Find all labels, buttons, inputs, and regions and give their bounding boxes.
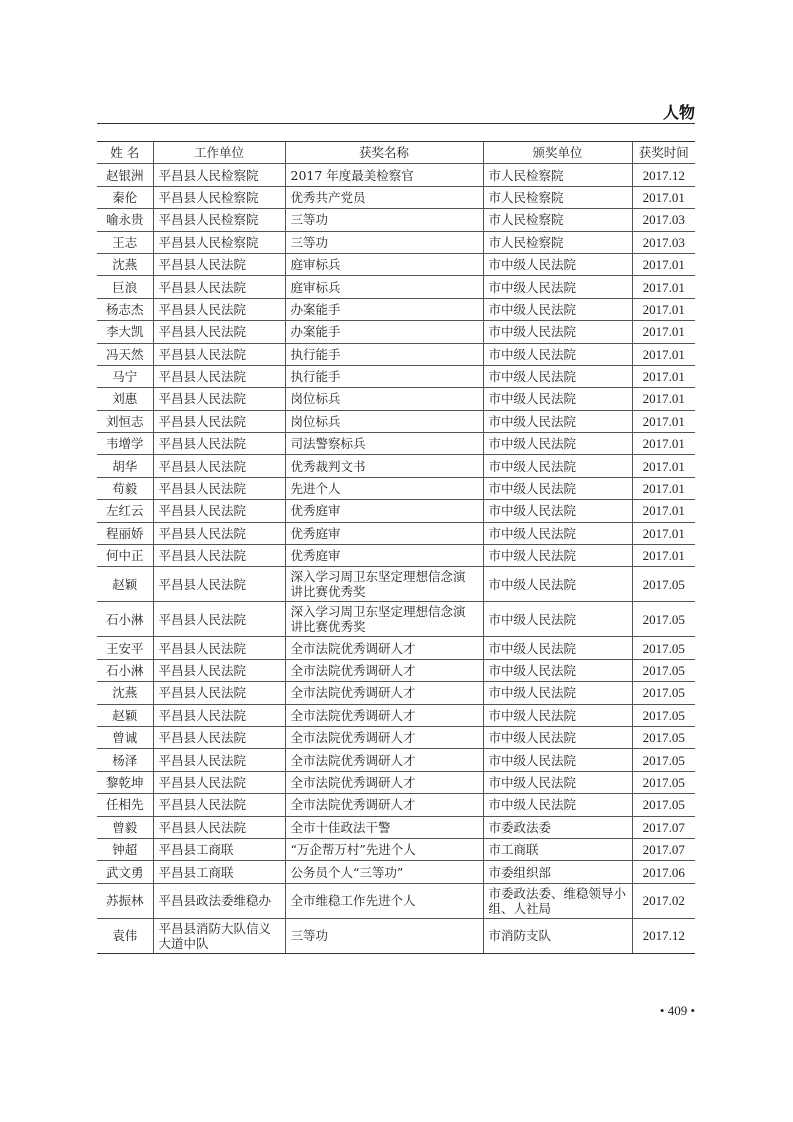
cell-award: 深入学习周卫东坚定理想信念演讲比赛优秀奖 (285, 602, 483, 637)
cell-award: 全市法院优秀调研人才 (285, 771, 483, 793)
cell-workplace: 平昌县人民法院 (153, 477, 285, 499)
cell-workplace: 平昌县人民法院 (153, 343, 285, 365)
cell-award: 优秀共产党员 (285, 186, 483, 208)
table-row (97, 749, 695, 771)
cell-issuer: 市中级人民法院 (483, 794, 632, 816)
table-row (97, 500, 695, 522)
table-row (97, 410, 695, 432)
cell-workplace: 平昌县人民法院 (153, 321, 285, 343)
table-row (97, 567, 695, 602)
cell-name: 马宁 (97, 365, 153, 387)
cell-issuer: 市中级人民法院 (483, 637, 632, 659)
cell-name: 杨志杰 (97, 298, 153, 320)
cell-workplace: 平昌县消防大队信义大道中队 (153, 918, 285, 953)
cell-workplace: 平昌县人民法院 (153, 749, 285, 771)
cell-name: 杨泽 (97, 749, 153, 771)
table-row (97, 388, 695, 410)
cell-workplace: 平昌县人民法院 (153, 816, 285, 838)
cell-time: 2017.05 (632, 749, 695, 771)
cell-issuer: 市委政法委 (483, 816, 632, 838)
table-row (97, 726, 695, 748)
cell-time: 2017.01 (632, 410, 695, 432)
cell-issuer: 市工商联 (483, 838, 632, 860)
cell-award: 办案能手 (285, 321, 483, 343)
header-workplace: 工作单位 (153, 142, 285, 164)
cell-name: 曾诚 (97, 726, 153, 748)
cell-award: 全市法院优秀调研人才 (285, 749, 483, 771)
cell-issuer: 市中级人民法院 (483, 602, 632, 637)
cell-time: 2017.12 (632, 164, 695, 186)
cell-workplace: 平昌县人民检察院 (153, 186, 285, 208)
table-row (97, 365, 695, 387)
table-row (97, 276, 695, 298)
section-title: 人物 (662, 103, 695, 122)
cell-name: 赵银洲 (97, 164, 153, 186)
table-row (97, 321, 695, 343)
cell-name: 石小淋 (97, 659, 153, 681)
cell-workplace: 平昌县人民法院 (153, 500, 285, 522)
cell-name: 曾毅 (97, 816, 153, 838)
cell-time: 2017.06 (632, 861, 695, 883)
cell-time: 2017.05 (632, 794, 695, 816)
cell-workplace: 平昌县人民法院 (153, 298, 285, 320)
cell-workplace: 平昌县人民法院 (153, 455, 285, 477)
table-row (97, 298, 695, 320)
table-row (97, 883, 695, 918)
cell-issuer: 市人民检察院 (483, 231, 632, 253)
cell-issuer: 市中级人民法院 (483, 477, 632, 499)
cell-time: 2017.12 (632, 918, 695, 953)
table-header-row (97, 142, 695, 164)
cell-time: 2017.03 (632, 231, 695, 253)
cell-name: 赵颖 (97, 567, 153, 602)
cell-name: 李大凯 (97, 321, 153, 343)
cell-name: 胡华 (97, 455, 153, 477)
cell-name: 王志 (97, 231, 153, 253)
cell-name: 石小淋 (97, 602, 153, 637)
cell-workplace: 平昌县人民检察院 (153, 209, 285, 231)
cell-workplace: 平昌县人民法院 (153, 522, 285, 544)
cell-workplace: 平昌县人民法院 (153, 794, 285, 816)
table-row (97, 343, 695, 365)
table-row (97, 682, 695, 704)
cell-workplace: 平昌县政法委维稳办 (153, 883, 285, 918)
cell-time: 2017.05 (632, 567, 695, 602)
table-row (97, 209, 695, 231)
table-row (97, 794, 695, 816)
cell-award: 庭审标兵 (285, 276, 483, 298)
table-row (97, 918, 695, 953)
cell-time: 2017.01 (632, 365, 695, 387)
header-time: 获奖时间 (632, 142, 695, 164)
cell-award: 全市法院优秀调研人才 (285, 659, 483, 681)
header-name: 姓 名 (97, 142, 153, 164)
header-award: 获奖名称 (285, 142, 483, 164)
cell-time: 2017.05 (632, 726, 695, 748)
page-number: • 409 • (659, 1003, 695, 1018)
cell-issuer: 市人民检察院 (483, 186, 632, 208)
cell-issuer: 市中级人民法院 (483, 365, 632, 387)
table-row (97, 164, 695, 186)
cell-time: 2017.07 (632, 838, 695, 860)
cell-award: 执行能手 (285, 365, 483, 387)
cell-workplace: 平昌县人民法院 (153, 365, 285, 387)
cell-issuer: 市中级人民法院 (483, 253, 632, 275)
cell-time: 2017.01 (632, 186, 695, 208)
table-row (97, 838, 695, 860)
cell-time: 2017.05 (632, 704, 695, 726)
cell-issuer: 市中级人民法院 (483, 682, 632, 704)
cell-workplace: 平昌县人民检察院 (153, 231, 285, 253)
cell-issuer: 市中级人民法院 (483, 276, 632, 298)
cell-name: 巨浪 (97, 276, 153, 298)
cell-award: 三等功 (285, 231, 483, 253)
cell-workplace: 平昌县人民法院 (153, 433, 285, 455)
cell-workplace: 平昌县人民检察院 (153, 164, 285, 186)
table-row (97, 455, 695, 477)
cell-issuer: 市人民检察院 (483, 164, 632, 186)
cell-name: 刘恒志 (97, 410, 153, 432)
cell-name: 钟超 (97, 838, 153, 860)
cell-time: 2017.01 (632, 545, 695, 567)
cell-issuer: 市中级人民法院 (483, 388, 632, 410)
cell-issuer: 市中级人民法院 (483, 410, 632, 432)
cell-issuer: 市中级人民法院 (483, 455, 632, 477)
cell-name: 苟毅 (97, 477, 153, 499)
table-row (97, 433, 695, 455)
cell-award: 先进个人 (285, 477, 483, 499)
table-row (97, 816, 695, 838)
cell-time: 2017.05 (632, 637, 695, 659)
cell-time: 2017.01 (632, 433, 695, 455)
cell-issuer: 市人民检察院 (483, 209, 632, 231)
table-row (97, 659, 695, 681)
cell-time: 2017.01 (632, 522, 695, 544)
cell-award: 庭审标兵 (285, 253, 483, 275)
cell-issuer: 市中级人民法院 (483, 749, 632, 771)
cell-award: 全市法院优秀调研人才 (285, 704, 483, 726)
cell-time: 2017.01 (632, 455, 695, 477)
cell-workplace: 平昌县工商联 (153, 861, 285, 883)
header-issuer: 颁奖单位 (483, 142, 632, 164)
cell-issuer: 市中级人民法院 (483, 771, 632, 793)
cell-workplace: 平昌县人民法院 (153, 602, 285, 637)
cell-issuer: 市消防支队 (483, 918, 632, 953)
cell-award: 全市法院优秀调研人才 (285, 637, 483, 659)
cell-award: 办案能手 (285, 298, 483, 320)
cell-name: 沈燕 (97, 682, 153, 704)
table-row (97, 253, 695, 275)
cell-award: “万企帮万村”先进个人 (285, 838, 483, 860)
cell-award: 优秀庭审 (285, 522, 483, 544)
cell-time: 2017.01 (632, 321, 695, 343)
cell-award: 优秀庭审 (285, 500, 483, 522)
cell-award: 司法警察标兵 (285, 433, 483, 455)
cell-name: 程丽娇 (97, 522, 153, 544)
cell-name: 何中正 (97, 545, 153, 567)
cell-time: 2017.01 (632, 253, 695, 275)
cell-time: 2017.01 (632, 298, 695, 320)
table-row (97, 602, 695, 637)
cell-workplace: 平昌县人民法院 (153, 388, 285, 410)
cell-award: 执行能手 (285, 343, 483, 365)
cell-time: 2017.03 (632, 209, 695, 231)
cell-award: 2017 年度最美检察官 (285, 164, 483, 186)
table-row (97, 704, 695, 726)
cell-workplace: 平昌县人民法院 (153, 545, 285, 567)
cell-name: 喻永贵 (97, 209, 153, 231)
cell-issuer: 市中级人民法院 (483, 726, 632, 748)
cell-name: 武文勇 (97, 861, 153, 883)
cell-workplace: 平昌县人民法院 (153, 659, 285, 681)
cell-award: 全市法院优秀调研人才 (285, 794, 483, 816)
table-row (97, 637, 695, 659)
cell-award: 岗位标兵 (285, 388, 483, 410)
cell-name: 沈燕 (97, 253, 153, 275)
cell-time: 2017.05 (632, 659, 695, 681)
cell-workplace: 平昌县人民法院 (153, 567, 285, 602)
cell-issuer: 市中级人民法院 (483, 343, 632, 365)
table-row (97, 545, 695, 567)
cell-award: 三等功 (285, 918, 483, 953)
cell-issuer: 市中级人民法院 (483, 545, 632, 567)
cell-workplace: 平昌县人民法院 (153, 771, 285, 793)
cell-name: 左红云 (97, 500, 153, 522)
cell-time: 2017.01 (632, 276, 695, 298)
header-rule (97, 123, 695, 124)
cell-workplace: 平昌县人民法院 (153, 704, 285, 726)
cell-workplace: 平昌县人民法院 (153, 726, 285, 748)
cell-name: 韦增学 (97, 433, 153, 455)
cell-issuer: 市中级人民法院 (483, 567, 632, 602)
cell-award: 三等功 (285, 209, 483, 231)
cell-time: 2017.05 (632, 771, 695, 793)
cell-name: 刘惠 (97, 388, 153, 410)
cell-name: 黎乾坤 (97, 771, 153, 793)
table-row (97, 522, 695, 544)
cell-award: 优秀庭审 (285, 545, 483, 567)
cell-issuer: 市委政法委、维稳领导小组、人社局 (483, 883, 632, 918)
cell-name: 任相先 (97, 794, 153, 816)
table-row (97, 861, 695, 883)
table-row (97, 477, 695, 499)
table-row (97, 231, 695, 253)
cell-award: 全市法院优秀调研人才 (285, 726, 483, 748)
awards-table (97, 141, 695, 954)
cell-award: 全市维稳工作先进个人 (285, 883, 483, 918)
cell-issuer: 市中级人民法院 (483, 298, 632, 320)
cell-issuer: 市中级人民法院 (483, 500, 632, 522)
cell-issuer: 市中级人民法院 (483, 704, 632, 726)
cell-award: 公务员个人“三等功” (285, 861, 483, 883)
cell-name: 王安平 (97, 637, 153, 659)
cell-issuer: 市中级人民法院 (483, 433, 632, 455)
cell-time: 2017.01 (632, 500, 695, 522)
cell-issuer: 市中级人民法院 (483, 659, 632, 681)
cell-name: 苏振林 (97, 883, 153, 918)
cell-time: 2017.01 (632, 388, 695, 410)
cell-time: 2017.01 (632, 477, 695, 499)
cell-workplace: 平昌县人民法院 (153, 276, 285, 298)
table-row (97, 186, 695, 208)
cell-time: 2017.01 (632, 343, 695, 365)
cell-award: 全市法院优秀调研人才 (285, 682, 483, 704)
cell-workplace: 平昌县人民法院 (153, 682, 285, 704)
cell-name: 秦伦 (97, 186, 153, 208)
cell-time: 2017.02 (632, 883, 695, 918)
cell-award: 岗位标兵 (285, 410, 483, 432)
cell-workplace: 平昌县人民法院 (153, 253, 285, 275)
cell-name: 袁伟 (97, 918, 153, 953)
cell-time: 2017.05 (632, 682, 695, 704)
cell-issuer: 市中级人民法院 (483, 321, 632, 343)
cell-workplace: 平昌县工商联 (153, 838, 285, 860)
cell-time: 2017.05 (632, 602, 695, 637)
cell-time: 2017.07 (632, 816, 695, 838)
cell-award: 优秀裁判文书 (285, 455, 483, 477)
table-row (97, 771, 695, 793)
cell-award: 深入学习周卫东坚定理想信念演讲比赛优秀奖 (285, 567, 483, 602)
cell-name: 冯天然 (97, 343, 153, 365)
cell-award: 全市十佳政法干警 (285, 816, 483, 838)
cell-issuer: 市中级人民法院 (483, 522, 632, 544)
cell-workplace: 平昌县人民法院 (153, 410, 285, 432)
cell-issuer: 市委组织部 (483, 861, 632, 883)
cell-name: 赵颖 (97, 704, 153, 726)
cell-workplace: 平昌县人民法院 (153, 637, 285, 659)
